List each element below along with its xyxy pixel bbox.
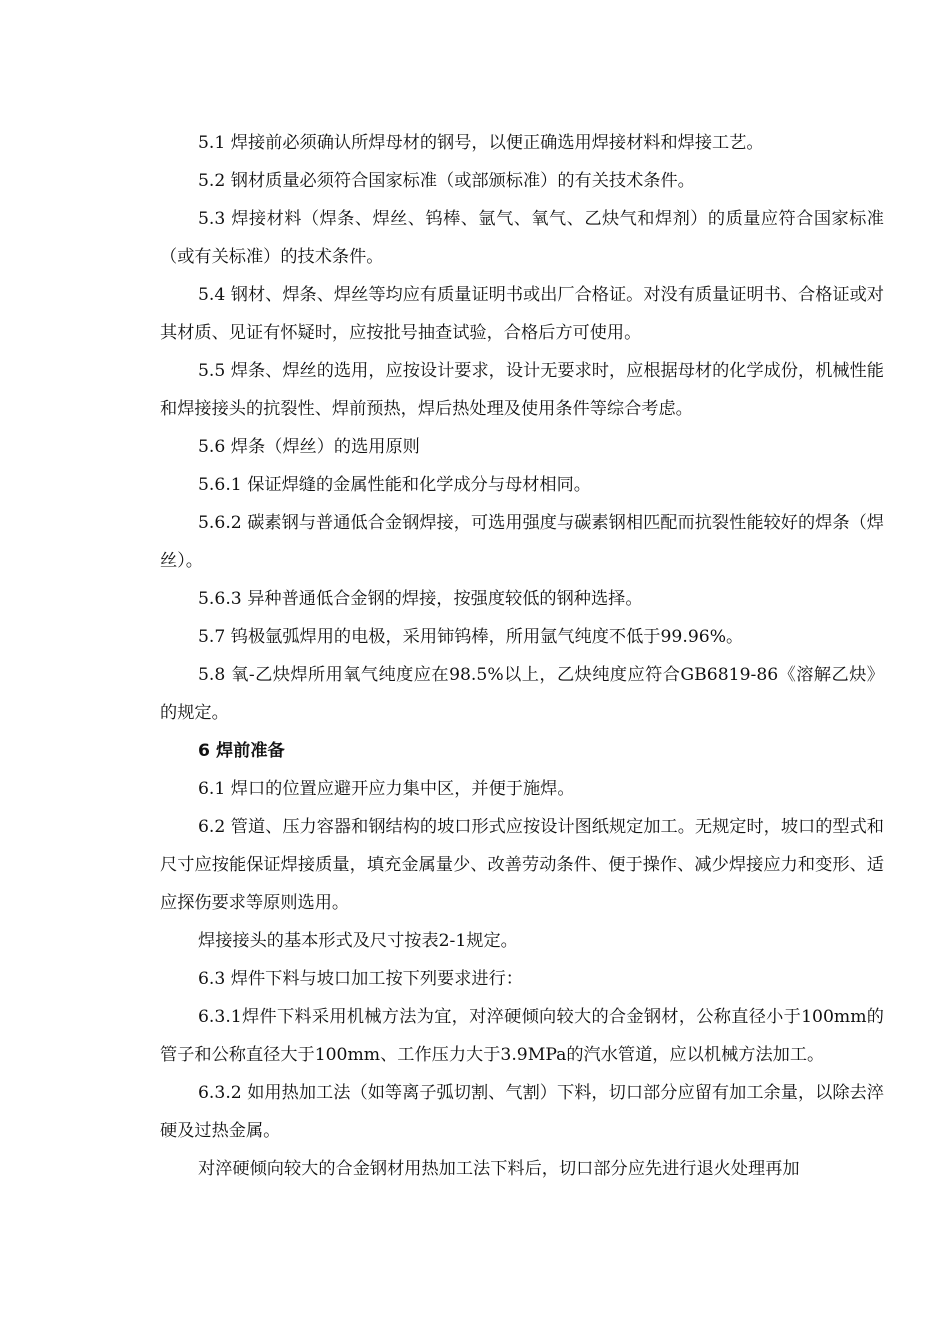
- paragraph-6-3-2: 6.3.2 如用热加工法（如等离子弧切割、气割）下料，切口部分应留有加工余量，以除去淬硬及过热金属。: [160, 1083, 884, 1141]
- paragraph-5-8: 5.8 氧-乙炔焊所用氧气纯度应在98.5%以上，乙炔纯度应符合GB6819-86《溶解乙炔》的规定。: [160, 665, 884, 723]
- paragraph-5-5: 5.5 焊条、焊丝的选用，应按设计要求，设计无要求时，应根据母材的化学成份，机械性能和焊接接头的抗裂性、焊前预热，焊后热处理及使用条件等综合考虑。: [160, 361, 884, 419]
- paragraph-6-1: 6.1 焊口的位置应避开应力集中区，并便于施焊。: [198, 779, 575, 799]
- paragraph-6-2-note: 焊接接头的基本形式及尺寸按表2-1规定。: [198, 931, 518, 951]
- document-body: [160, 124, 884, 1188]
- paragraph-5-2: 5.2 钢材质量必须符合国家标准（或部颁标准）的有关技术条件。: [198, 171, 695, 191]
- paragraph-5-7: 5.7 钨极氩弧焊用的电极，采用铈钨棒，所用氩气纯度不低于99.96%。: [198, 627, 744, 647]
- paragraph-6-3: 6.3 焊件下料与坡口加工按下列要求进行：: [198, 969, 523, 989]
- paragraph-5-4: 5.4 钢材、焊条、焊丝等均应有质量证明书或出厂合格证。对没有质量证明书、合格证或对其材质、见证有怀疑时，应按批号抽查试验，合格后方可使用。: [160, 285, 884, 343]
- paragraph-5-6-2: 5.6.2 碳素钢与普通低合金钢焊接，可选用强度与碳素钢相匹配而抗裂性能较好的焊条（焊丝）。: [160, 513, 884, 571]
- paragraph-6-3-2-continued: 对淬硬倾向较大的合金钢材用热加工法下料后，切口部分应先进行退火处理再加: [198, 1159, 800, 1179]
- paragraph-6-3-1: 6.3.1焊件下料采用机械方法为宜，对淬硬倾向较大的合金钢材，公称直径小于100mm的管子和公称直径大于100mm、工作压力大于3.9MPa的汽水管道，应以机械方法加工。: [160, 1007, 884, 1065]
- section-6-heading: 6 焊前准备: [198, 741, 285, 761]
- paragraph-6-2: 6.2 管道、压力容器和钢结构的坡口形式应按设计图纸规定加工。无规定时，坡口的型式和尺寸应按能保证焊接质量，填充金属量少、改善劳动条件、便于操作、减少焊接应力和变形、适应探伤要求等原则选用。: [160, 817, 884, 913]
- paragraph-5-6-3: 5.6.3 异种普通低合金钢的焊接，按强度较低的钢种选择。: [198, 589, 643, 609]
- paragraph-5-6: 5.6 焊条（焊丝）的选用原则: [198, 437, 420, 457]
- paragraph-5-3: 5.3 焊接材料（焊条、焊丝、钨棒、氩气、氧气、乙炔气和焊剂）的质量应符合国家标准（或有关标准）的技术条件。: [160, 209, 884, 267]
- paragraph-5-1: 5.1 焊接前必须确认所焊母材的钢号，以便正确选用焊接材料和焊接工艺。: [198, 133, 764, 153]
- paragraph-5-6-1: 5.6.1 保证焊缝的金属性能和化学成分与母材相同。: [198, 475, 591, 495]
